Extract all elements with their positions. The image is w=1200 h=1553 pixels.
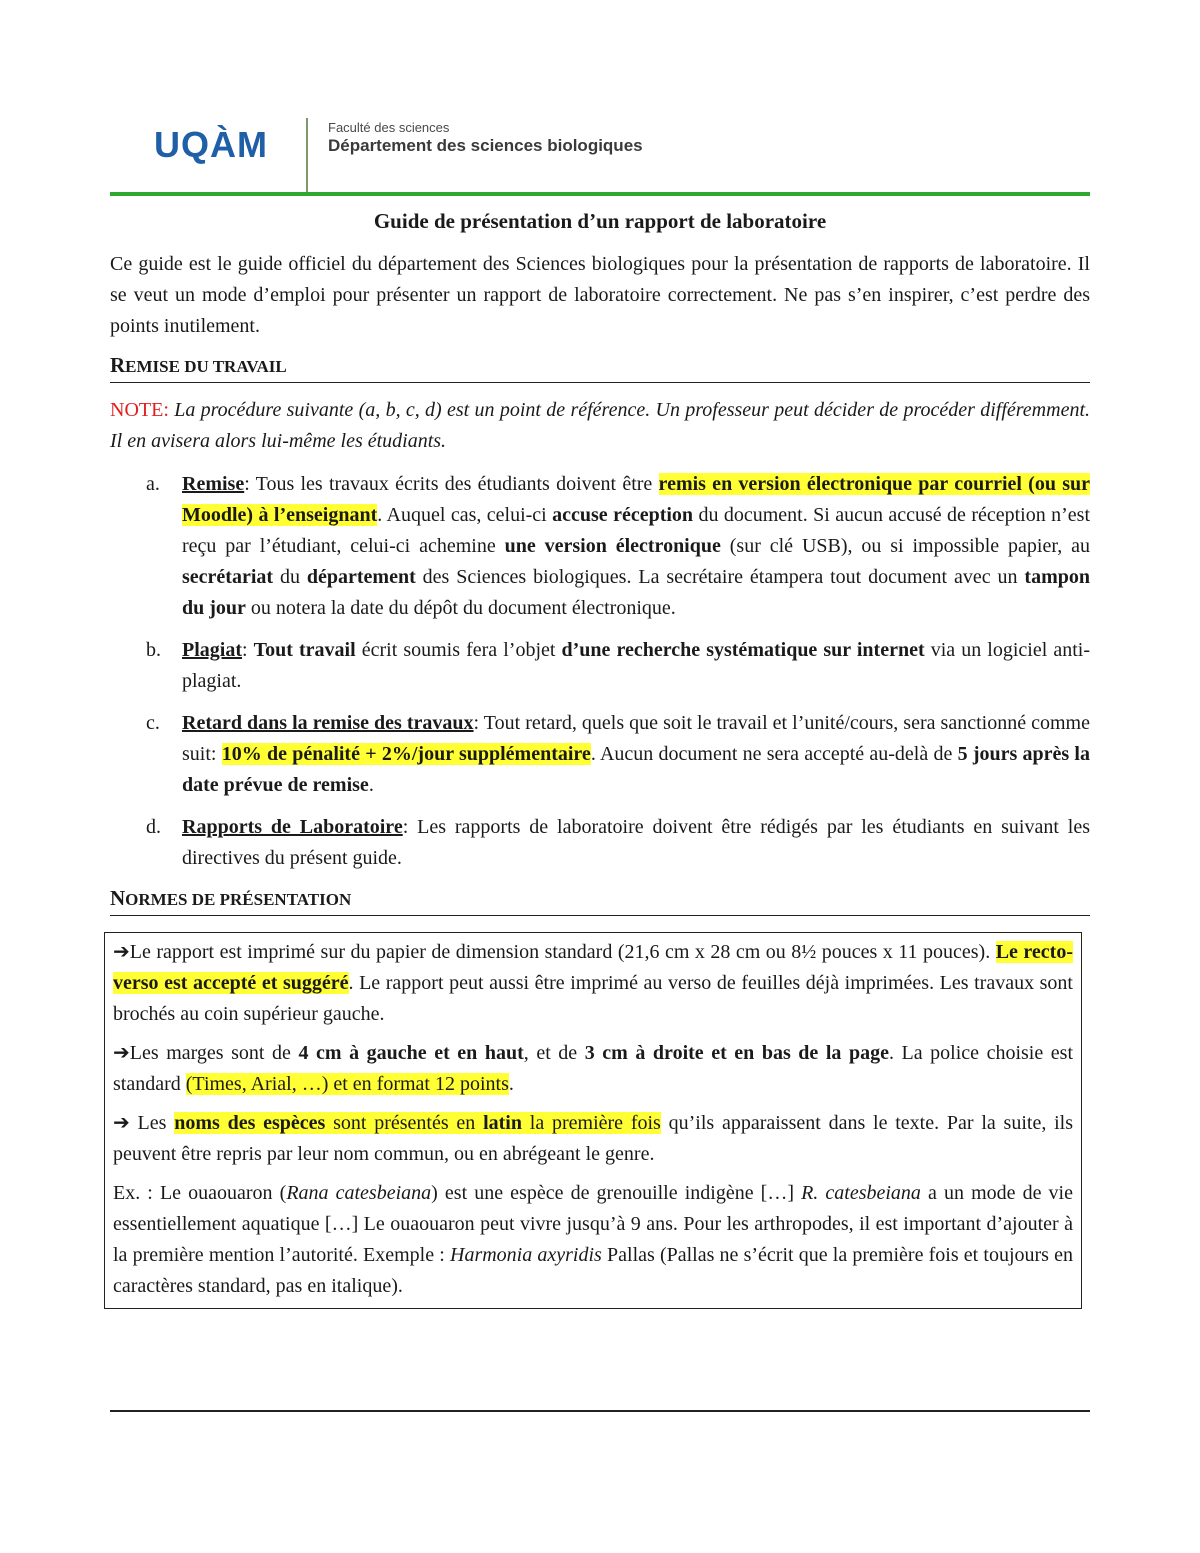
- document-body: [110, 203, 1090, 1309]
- list-item-remise: a. Remise: Tous les travaux écrits des étudiants doivent être remis en version électronique par courriel (ou sur Moodle) à l’enseignant. Auquel cas, celui-ci accuse réception du document. Si aucun accusé de réception n’est reçu par l’étudiant, celui-ci achemine une version électronique (sur clé USB), ou si impossible papier, au secrétariat du département des Sciences biologiques. La secrétaire étampera tout document avec un tampon du jour ou notera la date du dépôt du document électronique.: [146, 473, 1091, 619]
- note-text: La procédure suivante (a, b, c, d) est un point de référence. Un professeur peut décider de procéder différemment. Il en avisera alors lui-même les étudiants.: [110, 399, 1091, 452]
- section-heading-normes: NORMES DE PRÉSENTATION: [110, 885, 1090, 916]
- header-divider: [306, 118, 308, 194]
- note-paragraph: [110, 395, 1090, 457]
- remise-list: [110, 469, 1090, 874]
- normes-paper-paragraph: ➔Le rapport est imprimé sur du papier de dimension standard (21,6 cm x 28 cm ou 8½ pouces x 11 pouces). Le recto-verso est accepté et suggéré. Le rapport peut aussi être imprimé au verso de feuilles déjà imprimées. Les travaux sont brochés au coin supérieur gauche.: [113, 941, 1073, 1025]
- department-name: Département des sciences biologiques: [328, 136, 643, 155]
- normes-species-paragraph: ➔ Les noms des espèces sont présentés en latin la première fois qu’ils apparaissent dans le texte. Par la suite, ils peuvent être repris par leur nom commun, ou en abrégeant le genre.: [113, 1112, 1073, 1165]
- footer-rule: [110, 1410, 1090, 1412]
- document-title: Guide de présentation d’un rapport de laboratoire: [373, 209, 827, 233]
- list-item-retard: c. Retard dans la remise des travaux: Tout retard, quels que soit le travail et l’unité/cours, sera sanctionné comme suit: 10% de pénalité + 2%/jour supplémentaire. Aucun document ne sera accepté au-delà de 5 jours après la date prévue de remise.: [146, 712, 1090, 796]
- arrow-icon: ➔: [113, 1042, 130, 1064]
- header-green-rule: [110, 192, 1090, 196]
- faculty-name: Faculté des sciences: [328, 120, 450, 135]
- list-item-rapports: d. Rapports de Laboratoire: Les rapports de laboratoire doivent être rédigés par les étudiants en suivant les directives du présent guide.: [146, 816, 1090, 869]
- arrow-icon: ➔: [113, 941, 130, 963]
- normes-box: [104, 932, 1082, 1309]
- note-label: NOTE:: [110, 399, 169, 421]
- page-header: [110, 110, 1090, 200]
- uqam-logo: UQÀM: [154, 124, 268, 165]
- normes-example-paragraph: Ex. : Le ouaouaron (Rana catesbeiana) est une espèce de grenouille indigène […] R. catesbeiana a un mode de vie essentiellement aquatique […] Le ouaouaron peut vivre jusqu’à 9 ans. Pour les arthropodes, il est important d’ajouter à la première mention l’autorité. Exemple : Harmonia axyridis Pallas (Pallas ne s’écrit que la première fois et toujours en caractères standard, pas en italique).: [113, 1182, 1073, 1297]
- list-item-plagiat: b. Plagiat: Tout travail écrit soumis fera l’objet d’une recherche systématique sur internet via un logiciel anti-plagiat.: [146, 639, 1090, 692]
- arrow-icon: ➔: [113, 1112, 130, 1134]
- normes-margins-paragraph: ➔Les marges sont de 4 cm à gauche et en haut, et de 3 cm à droite et en bas de la page. La police choisie est standard (Times, Arial, …) et en format 12 points.: [113, 1042, 1074, 1095]
- intro-paragraph: Ce guide est le guide officiel du département des Sciences biologiques pour la présentation de rapports de laboratoire. Il se veut un mode d’emploi pour présenter un rapport de laboratoire correctement. Ne pas s’en inspirer, c’est perdre des points inutilement.: [110, 253, 1090, 337]
- section-heading-remise: REMISE DU TRAVAIL: [110, 352, 1090, 383]
